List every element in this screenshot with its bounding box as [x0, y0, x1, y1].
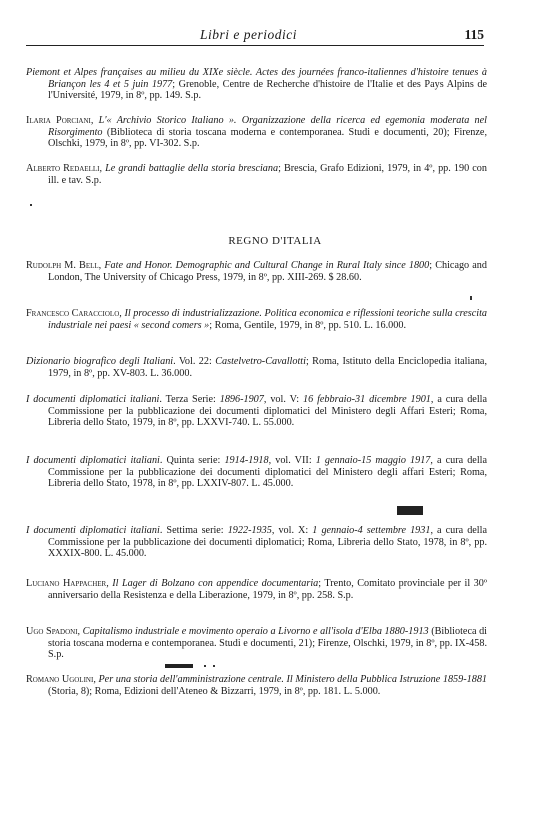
entry-author: Ilaria Porciani — [26, 115, 91, 126]
entry-details: , vol. V: — [263, 394, 303, 405]
ink-smudge — [165, 664, 193, 668]
entry-details: ; Chicago and London, The University of Chicago Press, 1979, in 8º, pp. XIII-269. $ 28.60. — [48, 260, 487, 283]
entry-title: , Il Lager di Bolzano con appendice documentaria — [106, 578, 319, 589]
running-header — [26, 27, 484, 45]
entry-volume-dates: 1 gennaio-4 settembre 1931 — [312, 525, 431, 536]
entry-title: , Fate and Honor. Demographic and Cultural Change in Rural Italy since 1800 — [98, 260, 430, 271]
entry-details: , a cura della Commissione per la pubblicazione dei documenti diplomatici del Ministero degli Affari Esteri; Roma, Libreria dello Stato, 1979, in 8º, pp. LXXVI-740. L. 55.000. — [48, 394, 488, 429]
entry-title: I documenti diplomatici italiani — [26, 394, 160, 405]
entry-details: (Storia, 8); Roma, Edizioni dell'Ateneo & Bizzarri, 1979, in 8º, pp. 181. L. 5.000. — [48, 685, 381, 697]
entry-title: I documenti diplomatici italiani — [26, 455, 160, 466]
bibliography-entry — [26, 455, 487, 490]
entry-details: ; Roma, Istituto della Enciclopedia italiana, 1979, in 8º, pp. XV-803. L. 36.000. — [48, 356, 487, 379]
entry-series-years: 1896-1907 — [219, 394, 264, 405]
bibliography-entry — [26, 626, 487, 661]
entry-title: , Capitalismo industriale e movimento operaio a Livorno e all'isola d'Elba 1880-1913 — [77, 626, 429, 637]
entry-details: ; Roma, Gentile, 1979, in 8º, pp. 510. L. 16.000. — [209, 319, 406, 331]
entry-author: Alberto Redaelli — [26, 163, 100, 174]
bibliography-entry — [26, 67, 487, 102]
entry-title: , Le grandi battaglie della storia bresciana — [99, 163, 279, 174]
entry-author: Francesco Caracciolo — [26, 308, 120, 319]
bibliography-entry — [26, 525, 487, 560]
ink-smudge — [397, 506, 423, 515]
entry-details: ; Grenoble, Centre de Recherche d'histoire de l'Italie et des Pays Alpins de l'Université, 1979, in 8º, pp. 149. S.p. — [48, 78, 487, 102]
entry-series-years: 1922-1935 — [227, 525, 272, 536]
entry-details: . Terza Serie: — [159, 394, 220, 405]
print-speck — [470, 296, 472, 300]
entry-title: Dizionario biografico degli Italiani — [26, 356, 174, 367]
entry-author: Luciano Happacher — [26, 578, 107, 589]
print-speck — [213, 665, 215, 667]
bibliography-entry — [26, 163, 487, 186]
entry-details: , a cura della Commissione per la pubblicazione dei documenti diplomatici; Roma, Libreria dello Stato, 1978, in 8º, pp. XXXIX-800. L. 45.000. — [48, 525, 487, 560]
section-heading: REGNO D'ITALIA — [228, 235, 322, 247]
running-title: Libri e periodici — [200, 27, 297, 42]
entry-details: . Settima serie: — [159, 525, 228, 536]
entry-details: (Biblioteca di storia toscana moderna e contemporanea. Studi e documenti, 21); Firenze, Olschki, 1979, in 8º, pp. IX-458. S.p. — [48, 626, 488, 661]
entry-title: I documenti diplomatici italiani — [26, 525, 160, 536]
entry-volume-title: Castelvetro-Cavallotti — [215, 356, 306, 367]
bibliography-entry — [26, 308, 487, 331]
entry-details: (Biblioteca di storia toscana moderna e contemporanea. Studi e documenti, 20); Firenze, Olschki, 1979, in 8º, pp. VI-302. S.p. — [48, 126, 487, 150]
entry-title: , Il processo di industrializzazione. Politica economica e riflessioni teoriche sulla crescita industriale nei paesi « second comers » — [48, 308, 487, 331]
bibliography-entry — [26, 578, 487, 601]
entry-details: ; Brescia, Grafo Edizioni, 1979, in 4º, pp. 190 con ill. e tav. S.p. — [48, 163, 487, 186]
entry-series-years: 1914-1918 — [224, 455, 269, 466]
entry-details: , vol. VII: — [268, 455, 316, 466]
entry-author: Romano Ugolini — [26, 674, 94, 685]
entry-details: . Quinta serie: — [159, 455, 225, 466]
entry-title: , Per una storia dell'amministrazione centrale. Il Ministero della Pubblica Istruzione 1859-1881 — [93, 674, 488, 685]
print-speck — [204, 665, 206, 667]
header-rule — [26, 45, 484, 46]
entry-author: Rudolph M. Bell — [26, 260, 99, 271]
entry-title: Piemont et Alpes françaises au milieu du XIXe siècle. Actes des journées franco-italiennes d'histoire tenues à Briançon les 4 et 5 juin 1977 — [26, 67, 487, 90]
page-number: 115 — [464, 27, 484, 42]
entry-volume-dates: 1 gennaio-15 maggio 1917 — [315, 455, 431, 466]
entry-volume-dates: 16 febbraio-31 dicembre 1901 — [302, 394, 431, 405]
entry-title: , L'« Archivio Storico Italiano ». Organizzazione della ricerca ed egemonia moderata nel Risorgimento — [48, 115, 487, 138]
entry-details: , vol. X: — [271, 525, 313, 536]
bibliography-entry — [26, 674, 487, 697]
bibliography-entry — [26, 115, 487, 150]
bibliography-entry — [26, 394, 487, 429]
bibliography-entry — [26, 260, 487, 283]
entry-details: . Vol. 22: — [173, 356, 216, 367]
entry-author: Ugo Spadoni — [26, 626, 78, 637]
entry-details: ; Trento, Comitato provinciale per il 30º anniversario della Resistenza e della Liberazione, 1979, in 8º, pp. 258. S.p. — [48, 578, 487, 601]
entry-details: , a cura della Commissione per la pubblicazione dei documenti diplomatici del Ministero degli affari Esteri; Roma, Libreria dello Stato, 1978, in 8º, pp. LXXIV-807. L. 45.000. — [48, 455, 488, 490]
bibliography-entry — [26, 356, 487, 379]
print-speck — [30, 204, 32, 206]
